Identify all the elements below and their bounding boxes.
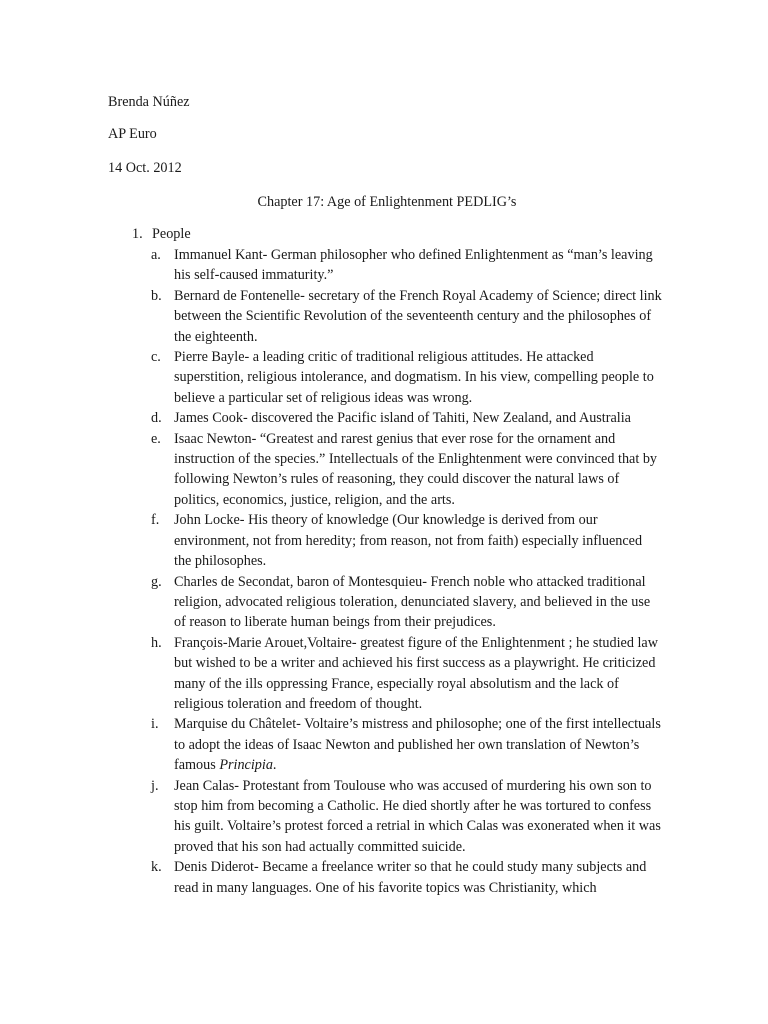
list-item	[132, 347, 662, 408]
list-item	[132, 429, 662, 511]
list-item	[132, 286, 662, 347]
section-label: People	[152, 226, 191, 242]
section-people	[132, 224, 662, 898]
item-letter: b.	[151, 287, 162, 304]
list-item	[132, 633, 662, 715]
item-text: John Locke- His theory of knowledge (Our knowledge is derived from our environment, not from heredity; from reason, not from faith) especially influenced the philosophes.	[174, 512, 643, 570]
course-name: AP Euro	[108, 126, 157, 142]
list-item	[132, 572, 662, 633]
item-letter: f.	[151, 512, 160, 529]
list-item	[132, 245, 662, 286]
item-text: Bernard de Fontenelle- secretary of the French Royal Academy of Science; direct link between the Scientific Revolution of the seventeenth century and the philosophes of the eighteenth.	[174, 287, 662, 345]
item-text: Denis Diderot- Became a freelance writer so that he could study many subjects and read in many languages. One of his favorite topics was Christianity, which	[174, 859, 647, 896]
item-letter: g.	[151, 573, 162, 590]
document-date: 14 Oct. 2012	[108, 160, 182, 176]
list-item	[132, 408, 662, 428]
item-letter: e.	[151, 430, 161, 447]
list-item	[132, 714, 662, 775]
list-item	[132, 510, 662, 571]
author-name: Brenda Núñez	[108, 94, 190, 110]
item-text: Charles de Secondat, baron of Montesquieu- French noble who attacked traditional religion, advocated religious toleration, denunciated slavery, and believed in the use of reason to liberate human beings from their prejudices.	[174, 573, 651, 631]
item-text: James Cook- discovered the Pacific island of Tahiti, New Zealand, and Australia	[174, 410, 631, 427]
list-item	[132, 857, 662, 898]
item-letter: k.	[151, 859, 162, 876]
document-title: Chapter 17: Age of Enlightenment PEDLIG’s	[257, 194, 517, 210]
item-text: Jean Calas- Protestant from Toulouse who was accused of murdering his own son to stop him from becoming a Catholic. He died shortly after he was tortured to confess his guilt. Voltaire’s protest forced a retrial in which Calas was exonerated when it was proved that his son had actually committed suicide.	[174, 777, 661, 855]
people-list	[132, 245, 662, 898]
item-letter: a.	[151, 247, 161, 263]
item-text: Pierre Bayle- a leading critic of traditional religious attitudes. He attacked superstition, religious intolerance, and dogmatism. In his view, compelling people to believe a particular set of religious ideas was wrong.	[174, 349, 654, 406]
item-text	[174, 714, 662, 775]
book-title: Principia	[219, 757, 273, 774]
section-number: 1.	[132, 226, 143, 242]
item-text: Immanuel Kant- German philosopher who defined Enlightenment as “man’s leaving his self-caused immaturity.”	[174, 247, 653, 284]
item-letter: j.	[151, 777, 159, 794]
item-text: François-Marie Arouet,Voltaire- greatest figure of the Enlightenment ; he studied law but wished to be a writer and achieved his first success as a playwright. He criticized many of the ills oppressing France, especially royal absolutism and the lack of religious toleration and freedom of thought.	[174, 634, 658, 712]
item-letter: c.	[151, 349, 161, 366]
item-letter: d.	[151, 410, 162, 427]
list-item	[132, 776, 662, 858]
section-heading	[132, 224, 662, 245]
item-letter: h.	[151, 634, 162, 651]
item-text-end: .	[272, 757, 277, 774]
item-text: Isaac Newton- “Greatest and rarest genius that ever rose for the ornament and instruction of the species.” Intellectuals of the Enlightenment were convinced that by following Newton’s rules of reasoning, they could discover the natural laws of politics, economics, justice, religion, and the arts.	[174, 430, 658, 508]
item-text-main: Marquise du Châtelet- Voltaire’s mistress and philosophe; one of the first intellectuals to adopt the ideas of Isaac Newton and published her own translation of Newton’s famous	[174, 716, 661, 774]
item-letter: i.	[151, 716, 159, 733]
